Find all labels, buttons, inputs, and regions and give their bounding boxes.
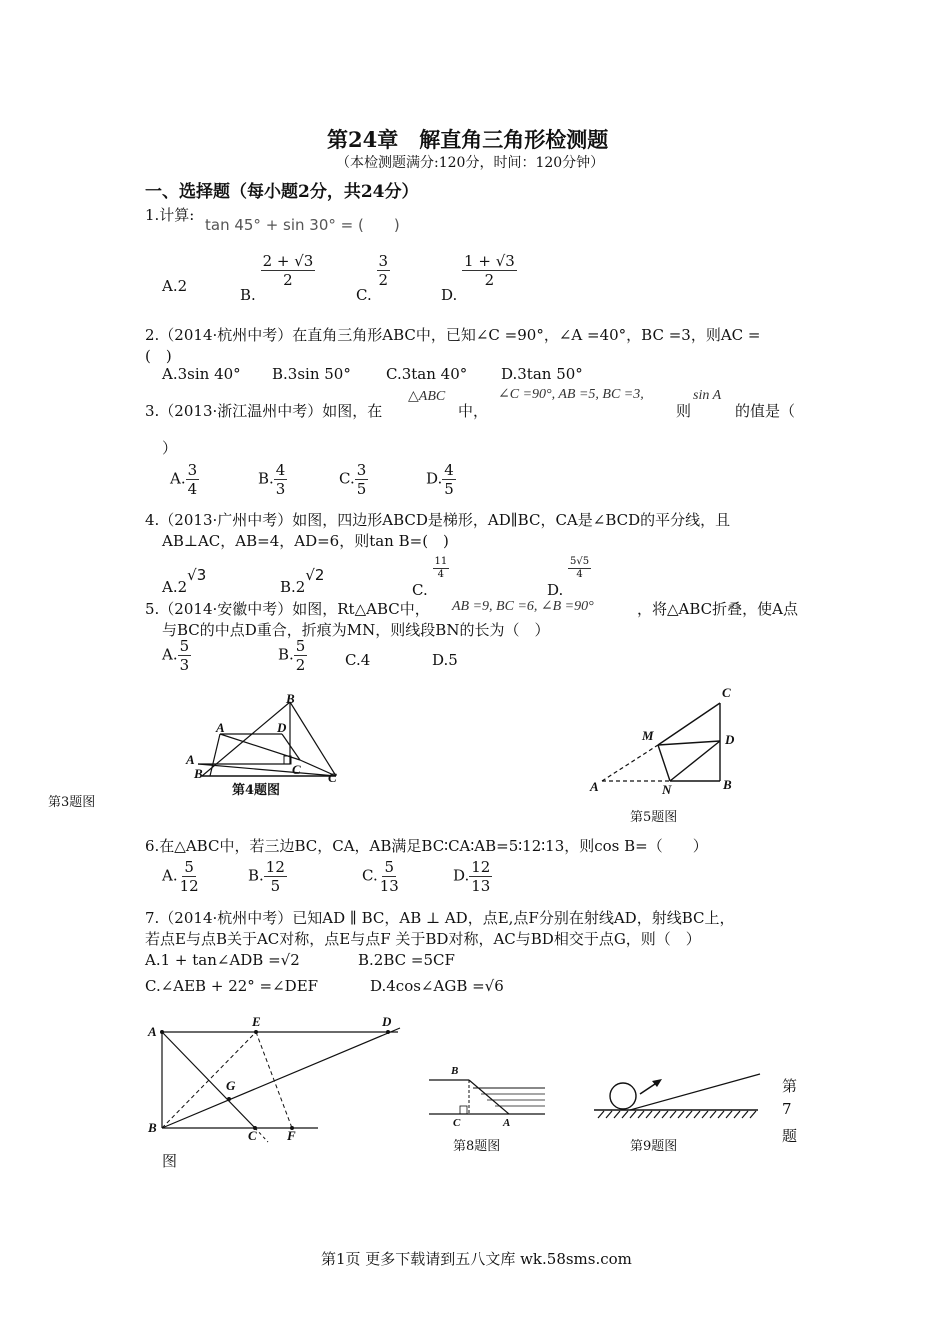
figure-q7-caption-left: 图 <box>162 1152 178 1170</box>
figure-q7 <box>140 1010 410 1150</box>
q5-line2: 与BC的中点D重合，折痕为MN，则线段BN的长为（ ） <box>162 621 550 639</box>
q5-line1a: 5.（2014·安徽中考）如图，Rt△ABC中， <box>145 600 430 618</box>
q7-line2: 若点E与点B关于AC对称，点E与点F 关于BD对称，AC与BD相交于点G，则（ ） <box>145 930 701 948</box>
q5-line1b: AB =9, BC =6, ∠B =90° <box>452 599 594 614</box>
label-m: M <box>642 728 654 743</box>
label-b: B <box>723 777 732 792</box>
label-a: A <box>503 1117 511 1129</box>
q2-option-b: B.3sin 50° <box>272 365 351 383</box>
q5-option-d: D.5 <box>432 651 458 669</box>
q2-option-c: C.3tan 40° <box>386 365 468 383</box>
q2-paren: ( ) <box>145 347 172 365</box>
q5-option-b: B. $\frac{5}{2}$ <box>278 637 306 674</box>
figure-q4-caption: 第4题图 <box>232 783 281 798</box>
q2-option-a: A.3sin 40° <box>162 365 241 383</box>
q6-option-c: C. $\frac{5}{13}$ <box>362 858 399 895</box>
figure-q7-caption-right-3: 题 <box>782 1127 798 1145</box>
q1-stem: 1.计算: <box>145 206 195 224</box>
q1-expression: tan 45° + sin 30° = ( ) <box>205 216 400 234</box>
q3-stem: 3.（2013·浙江温州中考）如图，在 <box>145 402 383 420</box>
q1-option-c: C. $\frac{3}{2}$ <box>356 252 389 304</box>
label-d-upper: D <box>277 720 287 735</box>
page-footer: 第1页 更多下载请到五八文库 wk.58sms.com <box>321 1250 632 1268</box>
q7-option-c: C.∠AEB + 22° =∠DEF <box>145 977 319 995</box>
figure-q9-caption: 第9题图 <box>630 1139 678 1154</box>
figure-q9 <box>590 1068 770 1128</box>
q3-then: 则 <box>676 402 692 420</box>
q3-option-a: A. $\frac{3}{4}$ <box>170 461 198 498</box>
q3-option-c: C. $\frac{3}{5}$ <box>339 461 367 498</box>
q7-option-b: B.2BC =5CF <box>358 951 455 969</box>
figure-q7-caption-right-2: 7 <box>782 1100 792 1118</box>
page-title: 第24章 解直角三角形检测题 <box>327 127 609 152</box>
q6-stem: 6.在△ABC中，若三边BC，CA，AB满足BC∶CA∶AB=5∶12∶13，则cos B=（ ） <box>145 837 708 855</box>
q3-sina: sin A <box>693 388 722 403</box>
label-c: C <box>722 685 731 700</box>
label-f: F <box>287 1128 296 1143</box>
label-c-mid: C <box>292 762 301 777</box>
q4-option-b: B.2√2 <box>280 566 325 596</box>
label-g: G <box>226 1078 236 1093</box>
q3-mid: 中， <box>458 402 489 420</box>
q3-tail: 的值是（ <box>735 402 796 420</box>
label-a: A <box>590 779 599 794</box>
q5-line1c: ，将△ABC折叠，使A点 <box>637 600 798 618</box>
label-c-right: C <box>328 770 337 785</box>
figure-q3-caption: 第3题图 <box>48 795 96 810</box>
label-n: N <box>662 782 672 797</box>
q5-option-c: C.4 <box>345 651 371 669</box>
label-d: D <box>725 732 735 747</box>
q6-option-d: D. $\frac{12}{13}$ <box>453 858 491 895</box>
label-d: D <box>382 1014 392 1029</box>
figure-q5 <box>580 685 750 800</box>
q6-option-a: A. $\frac{5}{12}$ <box>162 858 199 895</box>
figure-q8 <box>425 1060 565 1130</box>
q5-option-a: A. $\frac{5}{3}$ <box>162 637 190 674</box>
q2-stem: 2.（2014·杭州中考）在直角三角形ABC中，已知∠C =90°，∠A =40°，BC =3，则AC = <box>145 326 761 344</box>
q3-paren-close: ） <box>162 439 178 457</box>
label-b: B <box>148 1120 157 1135</box>
q7-line1: 7.（2014·杭州中考）已知AD ∥ BC，AB ⊥ AD，点E,点F分别在射线AD，射线BC上， <box>145 909 735 927</box>
q3-option-b: B. $\frac{4}{3}$ <box>258 461 286 498</box>
q3-triangle: △ABC <box>408 389 446 404</box>
q4-line1: 4.（2013·广州中考）如图，四边形ABCD是梯形，AD∥BC，CA是∠BCD的平分线，且 <box>145 511 731 529</box>
label-a: A <box>148 1024 157 1039</box>
q7-option-a: A.1 + tan∠ADB =√2 <box>145 951 300 969</box>
label-b-bottom: B <box>194 766 203 781</box>
q4-option-d: D. $\frac{5√5}{4}$ <box>547 556 590 599</box>
q1-option-a: A.2 <box>162 277 188 295</box>
label-e: E <box>252 1014 261 1029</box>
label-b: B <box>451 1065 459 1077</box>
label-a-left: A <box>186 752 195 767</box>
figure-q7-caption-right-1: 第 <box>782 1077 798 1095</box>
q3-option-d: D. $\frac{4}{5}$ <box>426 461 454 498</box>
label-c: C <box>453 1117 461 1129</box>
q1-option-b: B. $\frac{2 + √3}{2}$ <box>240 252 314 304</box>
section-heading: 一、选择题（每小题2分，共24分） <box>145 182 419 202</box>
figure-q8-caption: 第8题图 <box>453 1139 501 1154</box>
label-b-top: B <box>286 691 295 706</box>
q4-option-c: C. $\frac{11}{4}$ <box>412 556 448 599</box>
q7-option-d: D.4cos∠AGB =√6 <box>370 977 504 995</box>
figure-q5-caption: 第5题图 <box>630 810 678 825</box>
q3-condition: ∠C =90°, AB =5, BC =3, <box>498 387 644 402</box>
q1-option-d: D. $\frac{1 + √3}{2}$ <box>441 252 515 304</box>
label-a-upper: A <box>216 720 225 735</box>
q4-line2: AB⊥AC，AB=4，AD=6，则tan B=( ) <box>162 532 449 550</box>
q4-option-a: A.2√3 <box>162 566 207 596</box>
page-subtitle: （本检测题满分:120分，时间：120分钟） <box>336 155 605 171</box>
q2-option-d: D.3tan 50° <box>501 365 583 383</box>
q6-option-b: B. $\frac{12}{5}$ <box>248 858 285 895</box>
label-c: C <box>248 1128 257 1143</box>
